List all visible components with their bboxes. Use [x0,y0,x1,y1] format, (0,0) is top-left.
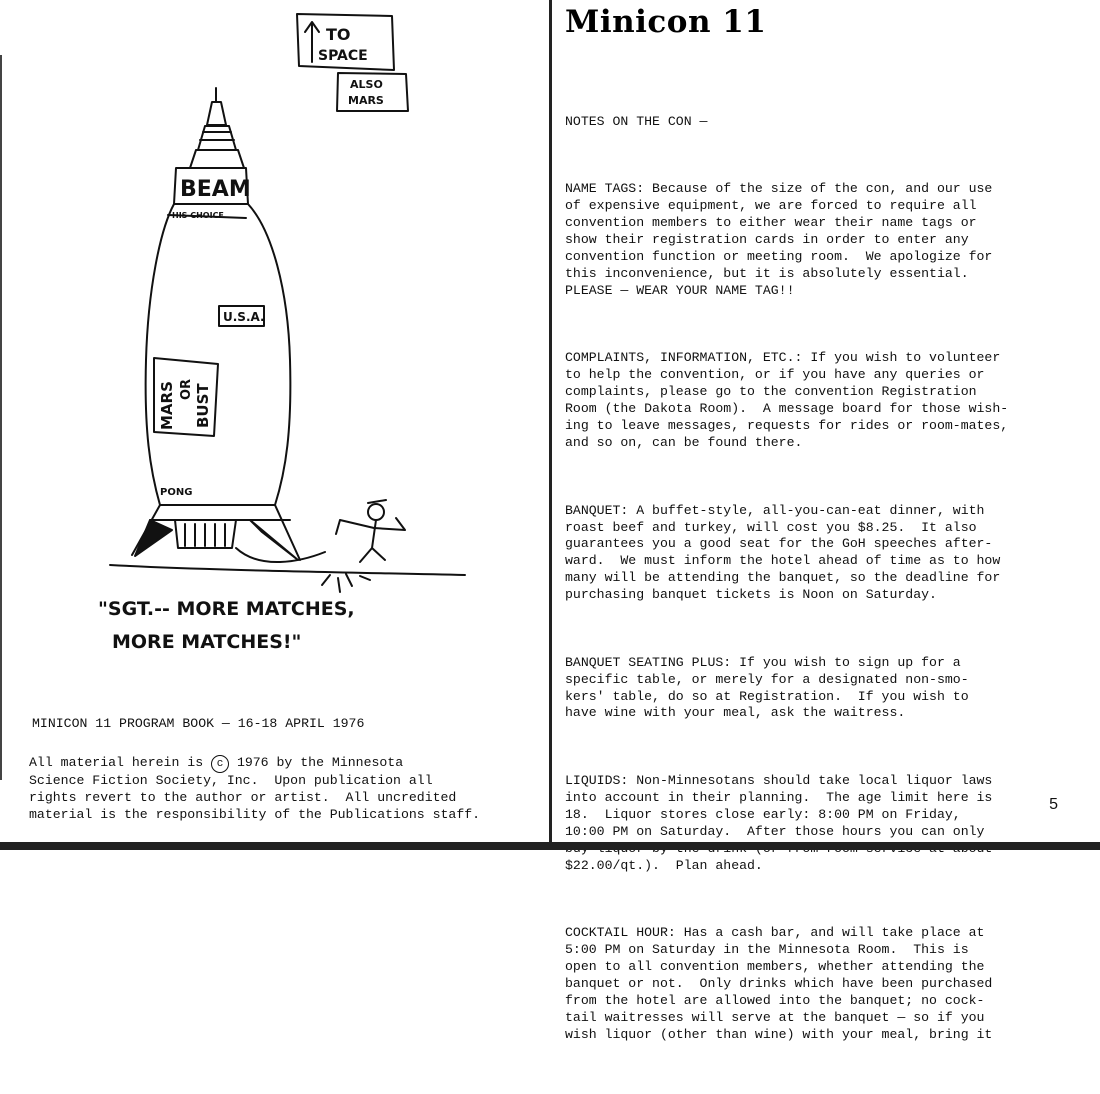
copyright-after: 1976 by the Minnesota Science Fiction Society, Inc. Upon publication all rights revert to the author or artist. All uncredited material is the responsibility of the Publications staff. [29,755,481,822]
rocket-mars-text: MARS [158,381,176,430]
left-page [0,0,548,850]
section-name-tags: NAME TAGS: Because of the size of the con, and our use of expensive equipment, we are forced to require all convention members to either wear their name tags or show their registration cards in order to enter any convention function or meeting room. We apologize for this inconvenience, but it is absolutely essential. PLEASE — WEAR YOUR NAME TAG!! [565,181,993,298]
speech-line-1: "SGT.-- MORE MATCHES, [98,598,355,620]
right-page [565,0,1090,1042]
rocket-usa-text: U.S.A. [223,310,265,324]
copyright-notice [29,755,480,824]
sign-mars-text: MARS [348,94,384,107]
section-cocktail-hour: COCKTAIL HOUR: Has a cash bar, and will take place at 5:00 PM on Saturday in the Minnesota Room. This is open to all convention members, whether attending the banquet or not. Only drinks which have been purchased from the hotel are allowed into the banquet; no cock- tail waitresses will serve at the banquet — so if you wish liquor (other than wine) with your meal, bring it [565,925,993,1042]
sign-also-text: ALSO [350,78,383,91]
sign-space-text: SPACE [318,48,368,64]
page-divider [549,0,552,842]
rocket-or-text: OR [179,378,194,400]
rocket-sub-text: HIS CHOICE [172,211,224,220]
bottom-rule [0,842,1100,850]
program-book-line: MINICON 11 PROGRAM BOOK — 16-18 APRIL 1976 [32,716,365,731]
copyright-symbol: c [211,755,229,773]
rocket-band-text: BEAM [180,177,251,202]
notes-body [565,80,1060,1094]
page-title: Minicon 11 [565,4,767,40]
copyright-before: All material herein is [29,755,212,770]
section-banquet: BANQUET: A buffet-style, all-you-can-eat dinner, with roast beef and turkey, will cost you $8.25. It also guarantees you a good seat for the GoH speeches after- ward. We must inform the hotel ahead of time as to how many will be attending the banquet, so the deadline for purchasing banquet tickets is Noon on Saturday. [565,502,1001,603]
rocket-pong-text: PONG [160,487,193,498]
rocket-bust-text: BUST [194,383,212,428]
rocket-drawing [0,0,548,700]
section-banquet-seating: BANQUET SEATING PLUS: If you wish to sign up for a specific table, or merely for a designated non-smo- kers' table, do so at Registration. If you wish to have wine with your meal, ask the waitress. [565,654,969,721]
notes-heading: NOTES ON THE CON — [565,113,708,129]
page-number: 5 [1049,796,1058,813]
sign-to-text: TO [326,25,351,44]
section-liquids: LIQUIDS: Non-Minnesotans should take local liquor laws into account in their planning. The age limit here is 18. Liquor stores close early: 8:00 PM on Friday, 10:00 PM on Saturday. After those hours you can only $22.00/qt.). Plan ahead. [565,773,993,873]
section-complaints: COMPLAINTS, INFORMATION, ETC.: If you wish to volunteer to help the convention, or if you have any queries or complaints, please go to the convention Registration Room (the Dakota Room). A message board for those wish- ing to leave messages, requests for rides or room-mates, and so on, can be found there. [565,350,1009,450]
speech-line-2: MORE MATCHES!" [112,631,302,653]
